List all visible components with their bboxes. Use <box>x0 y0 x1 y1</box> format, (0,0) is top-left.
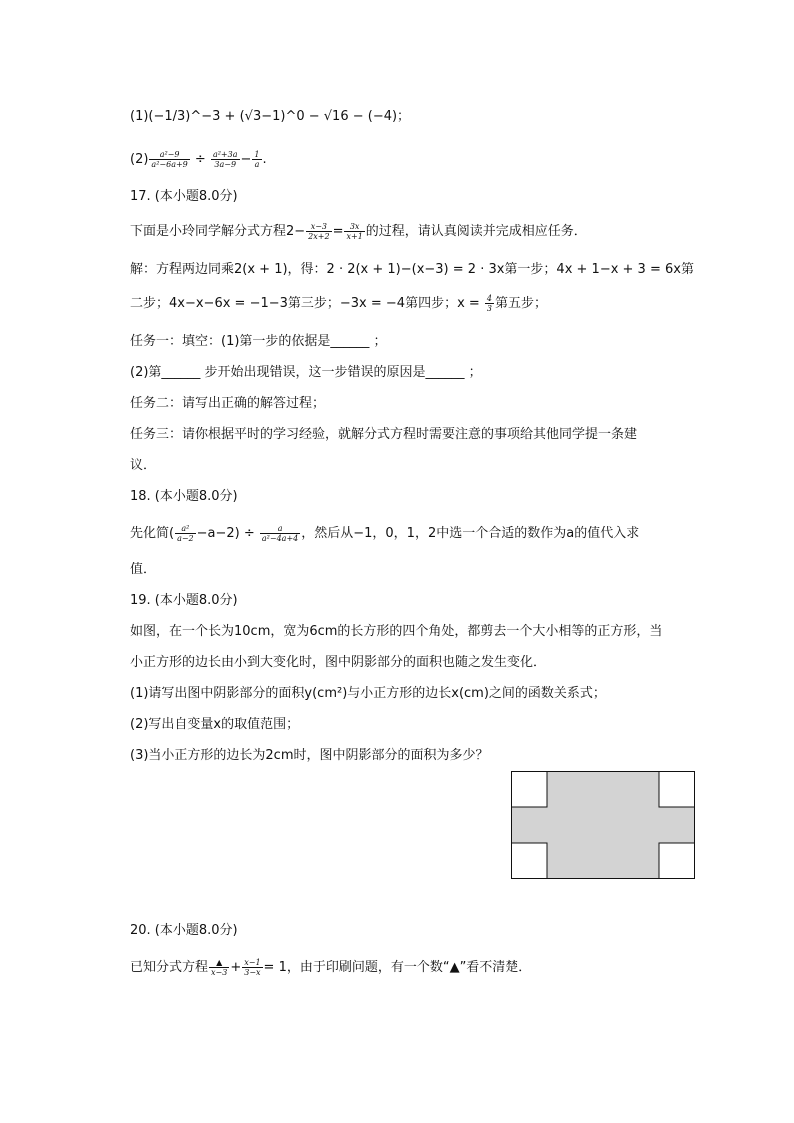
denominator: 3−x <box>244 968 261 977</box>
question-17-task2: 任务二：请写出正确的解答过程； <box>130 396 326 411</box>
q17-sol-2b: 第五步； <box>495 296 548 311</box>
minus-sign: − <box>240 152 252 167</box>
numerator: 1 <box>254 150 260 159</box>
numerator: ▲ <box>209 958 229 968</box>
rectangle-cut-corners-figure <box>511 771 695 879</box>
numerator: 4 <box>486 294 493 303</box>
question-19-line2: 小正方形的边长由小到大变化时，图中阴影部分的面积也随之发生变化． <box>130 655 547 670</box>
numerator: a²−9 <box>149 150 189 160</box>
question-19-line4: (2)写出自变量x的取值范围； <box>130 717 300 732</box>
question-16-part1: (1)(−1/3)^−3 + (√3−1)^0 − √16 − (−4)； <box>130 109 411 124</box>
question-17-solution-line1: 解：方程两边同乘2(x + 1)，得：2 · 2(x + 1)−(x−3) = 2 · 3x第一步；4x + 1−x + 3 = 6x第 <box>130 262 694 277</box>
question-19-header: 19. (本小题8.0分) <box>130 593 238 608</box>
q18-b: −a−2) ÷ <box>196 526 259 541</box>
fraction <box>260 524 300 543</box>
fraction <box>344 222 364 241</box>
question-17-task1: 任务一：填空：(1)第一步的依据是______ ； <box>130 334 387 349</box>
question-20-body <box>130 958 531 977</box>
numerator: x−1 <box>244 958 261 967</box>
question-16-part2 <box>130 150 267 169</box>
q20-b: = 1，由于印刷问题，有一个数“▲”看不清楚． <box>263 960 532 975</box>
fraction <box>209 958 229 977</box>
question-17-task3a: 任务三：请你根据平时的学习经验，就解分式方程时需要注意的事项给其他同学提一条建 <box>130 427 638 442</box>
divide-sign: ÷ <box>194 152 206 167</box>
numerator: a² <box>175 524 196 534</box>
question-17-task1b: (2)第______ 步开始出现错误，这一步错误的原因是______ ； <box>130 365 482 380</box>
corner-square-top-left <box>512 772 548 808</box>
q17-intro-a: 下面是小玲同学解分式方程2− <box>130 224 306 239</box>
denominator: 3 <box>486 304 493 313</box>
question-18-header: 18. (本小题8.0分) <box>130 489 238 504</box>
denominator: x−3 <box>211 968 228 977</box>
q18-a: 先化简( <box>130 526 175 541</box>
fraction <box>175 524 196 543</box>
fraction <box>306 222 331 241</box>
denominator: 2x+2 <box>308 232 330 241</box>
q17-sol-2a: 二步；4x−x−6x = −1−3第三步；−3x = −4第四步；x = <box>130 296 484 311</box>
q17-intro-b: 的过程，请认真阅读并完成相应任务． <box>365 224 587 239</box>
numerator: x−3 <box>306 222 331 232</box>
denominator: x+1 <box>346 232 363 241</box>
fraction <box>252 150 261 169</box>
question-18-end: 值． <box>130 562 157 577</box>
question-17-task3b: 议． <box>130 458 157 473</box>
question-19-line1: 如图，在一个长为10cm，宽为6cm的长方形的四个角处，都剪去一个大小相等的正方形，当 <box>130 624 663 639</box>
fraction <box>485 294 494 313</box>
corner-square-bottom-left <box>512 843 548 879</box>
q16-2-prefix: (2) <box>130 152 149 167</box>
question-19-line5: (3)当小正方形的边长为2cm时，图中阴影部分的面积为多少？ <box>130 748 489 763</box>
corner-square-bottom-right <box>659 843 695 879</box>
period: . <box>262 152 267 167</box>
question-20-header: 20. (本小题8.0分) <box>130 923 238 938</box>
numerator: a²+3a <box>212 150 238 159</box>
question-19-line3: (1)请写出图中阴影部分的面积y(cm²)与小正方形的边长x(cm)之间的函数关系式； <box>130 686 606 701</box>
numerator: a <box>260 524 300 534</box>
q20-a: 已知分式方程 <box>130 960 209 975</box>
equals-sign: = <box>332 224 344 239</box>
corner-square-top-right <box>659 772 695 808</box>
question-17-solution-line2 <box>130 294 547 313</box>
denominator: a−2 <box>177 534 194 543</box>
denominator: a²−4a+4 <box>261 534 299 543</box>
question-18-body <box>130 524 639 543</box>
fraction <box>149 150 189 169</box>
q18-c: ，然后从−1，0，1，2中选一个合适的数作为a的值代入求 <box>301 526 640 541</box>
plus-sign: + <box>230 960 242 975</box>
fraction <box>211 150 240 169</box>
denominator: a <box>254 160 260 169</box>
denominator: 3a−9 <box>214 160 237 169</box>
question-17-header: 17. (本小题8.0分) <box>130 189 238 204</box>
denominator: a²−6a+9 <box>151 160 188 169</box>
fraction <box>242 958 262 977</box>
numerator: 3x <box>344 222 364 232</box>
question-17-intro <box>130 222 587 241</box>
